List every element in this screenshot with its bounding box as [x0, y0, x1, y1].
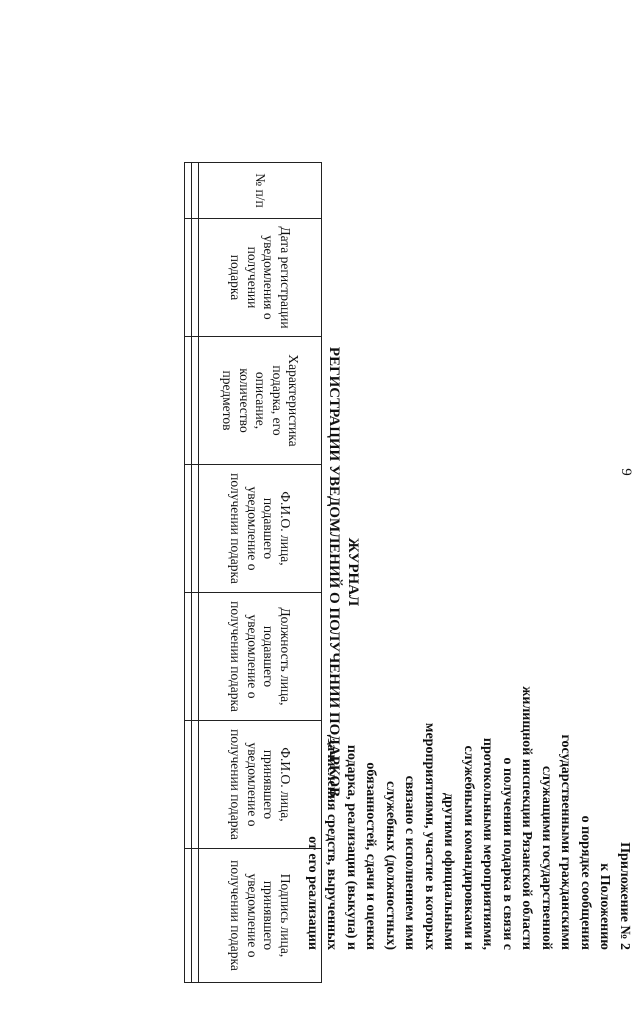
- journal-subtitle: РЕГИСТРАЦИИ УВЕДОМЛЕНИЙ О ПОЛУЧЕНИИ ПОДАРКОВ: [326, 346, 342, 798]
- appendix-line: служащими государственной: [539, 765, 554, 950]
- table-cell: [192, 337, 199, 465]
- table-header-row: [199, 163, 322, 983]
- appendix-line: служебными командировками и: [461, 745, 476, 950]
- table-row: [192, 163, 199, 983]
- journal-title-block: [324, 172, 362, 972]
- appendix-line: жилищной инспекции Рязанской области: [519, 686, 535, 950]
- rotated-document-sheet: [120, 132, 640, 1012]
- table-cell: [185, 337, 192, 465]
- column-header-submitter-position: Должность лица, подавшего уведомление о получении подарка: [199, 593, 322, 721]
- gift-notification-register-table: [184, 162, 322, 983]
- appendix-line: обязанностей, сдачи и оценки: [363, 762, 379, 950]
- column-header-gift-description: Характеристика подарка, его описание, количество предметов: [199, 337, 322, 465]
- table-cell: [192, 163, 199, 219]
- appendix-line: зачисления средств, вырученных: [324, 738, 340, 950]
- appendix-line: другими официальными: [441, 792, 457, 950]
- appendix-line: связано с исполнением ими: [402, 775, 418, 950]
- table-cell: [185, 849, 192, 983]
- appendix-line: служебных (должностных): [383, 781, 398, 950]
- table-cell: [192, 219, 199, 337]
- table-cell: [185, 219, 192, 337]
- column-header-receiver-name: Ф.И.О. лица, принявшего уведомление о получении подарка: [199, 721, 322, 849]
- table-cell: [192, 465, 199, 593]
- table-cell: [192, 593, 199, 721]
- table-cell: [185, 163, 192, 219]
- column-header-submitter-name: Ф.И.О. лица, подавшего уведомление о получении подарка: [199, 465, 322, 593]
- appendix-line: государственными гражданскими: [558, 734, 574, 950]
- appendix-line: о порядке сообщения: [578, 815, 593, 950]
- column-header-registration-date: Дата регистрации уведомления о получении подарка: [199, 219, 322, 337]
- appendix-line: к Положению: [597, 863, 613, 950]
- appendix-line: о получении подарка в связи с: [500, 757, 515, 950]
- appendix-line: Приложение № 2: [617, 842, 632, 950]
- table-cell: [192, 721, 199, 849]
- appendix-line: подарка, реализации (выкупа) и: [344, 744, 359, 950]
- table-cell: [192, 849, 199, 983]
- appendix-line: от его реализации: [305, 836, 320, 950]
- table-cell: [185, 721, 192, 849]
- table-cell: [185, 465, 192, 593]
- journal-title: ЖУРНАЛ: [345, 537, 361, 607]
- page-number: 9: [618, 468, 634, 476]
- column-header-number: № п/п: [199, 163, 322, 219]
- appendix-line: мероприятиями, участие в которых: [422, 722, 437, 950]
- appendix-line: протокольными мероприятиями,: [480, 737, 496, 950]
- column-header-receiver-signature: Подпись лица, принявшего уведомление о получении подарка: [199, 849, 322, 983]
- table-cell: [185, 593, 192, 721]
- table-row: [185, 163, 192, 983]
